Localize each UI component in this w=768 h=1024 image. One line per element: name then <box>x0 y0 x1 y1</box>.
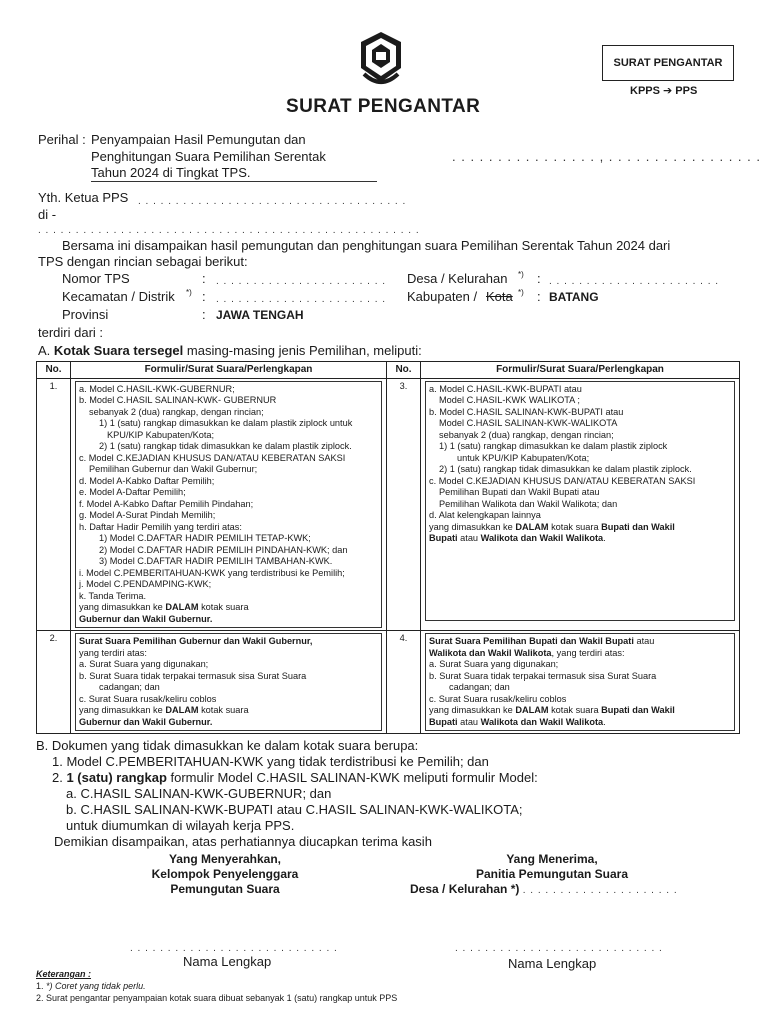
terdiri-label: terdiri dari : <box>38 325 104 340</box>
list-item: Model C.HASIL-KWK WALIKOTA ; <box>439 395 580 405</box>
text: Pemungutan Suara <box>170 882 280 896</box>
table-cell <box>71 378 387 631</box>
text: yang dimasukkan ke <box>429 521 513 532</box>
sup-mark: *) <box>186 288 192 297</box>
section-a-prefix: A. <box>38 343 51 358</box>
list-item: d. Model A-Kabko Daftar Pemilih; <box>79 475 215 486</box>
list-item: b. Surat Suara tidak terpakai termasuk sisa Surat Suara <box>429 670 657 681</box>
text: Bupati dan Wakil <box>601 705 675 715</box>
section-b-note: untuk diumumkan di wilayah kerja PPS. <box>66 818 295 833</box>
kota-strike: Kota <box>486 289 513 304</box>
sign-right-desa <box>410 881 678 899</box>
list-item: a. Model C.HASIL-KWK-BUPATI atau <box>429 383 582 394</box>
text: Bupati <box>429 716 458 727</box>
sign-left-block <box>140 852 310 897</box>
list-item: 1) 1 (satu) rangkap dimasukkan ke dalam plastik ziplock <box>439 441 668 451</box>
desa-label: Desa / Kelurahan <box>407 271 508 286</box>
desa-field[interactable]: . . . . . . . . . . . . . . . . . . . . . . . <box>549 276 720 287</box>
section-a-heading <box>38 342 422 359</box>
table-cell <box>71 631 387 734</box>
text: Panitia Pemungutan Suara <box>475 867 629 881</box>
list-item: cadangan; dan <box>99 682 160 692</box>
cell-box <box>75 633 382 731</box>
table-header-row <box>37 362 740 379</box>
recipient-line2: di - <box>38 207 57 222</box>
text: atau <box>460 716 479 727</box>
section-a-rest: masing-masing jenis Pemilihan, meliputi: <box>186 343 422 358</box>
list-item: 1) Model C.DAFTAR HADIR PEMILIH TETAP-KWK; <box>99 533 311 543</box>
list-item: b. Surat Suara tidak terpakai termasuk sisa Surat Suara <box>79 670 307 681</box>
route-label: KPPS ➔ PPS <box>630 85 698 97</box>
list-item <box>429 522 731 534</box>
list-item <box>79 705 378 717</box>
row-number: 1. <box>37 378 71 631</box>
sup-mark: *) <box>518 270 524 279</box>
cell-box <box>425 633 735 731</box>
list-item: c. Model C.KEJADIAN KHUSUS DAN/ATAU KEBERATAN SAKSI <box>79 452 346 463</box>
text: Yang Menyerahkan, <box>168 852 282 866</box>
section-b-heading: B. Dokumen yang tidak dimasukkan ke dalam kotak suara berupa: <box>36 738 419 753</box>
intro-line1: Bersama ini disampaikan hasil pemungutan dan penghitungan suara Pemilihan Serentak Tahun 2024 dari <box>62 238 671 253</box>
sup-mark: *) <box>518 288 524 297</box>
text: DALAM <box>165 602 199 612</box>
text: yang dimasukkan ke <box>79 705 163 715</box>
list-item: b. Model C.HASIL SALINAN-KWK- GUBERNUR <box>79 395 277 405</box>
colon: : <box>537 289 541 304</box>
text: 1. <box>36 981 44 991</box>
list-item: c. Surat Suara rusak/keliru coblos <box>429 693 567 704</box>
nomor-tps-label: Nomor TPS <box>62 271 130 286</box>
col-form: Formulir/Surat Suara/Perlengkapan <box>71 362 387 379</box>
cell-box <box>425 381 735 621</box>
section-b-item1: 1. Model C.PEMBERITAHUAN-KWK yang tidak terdistribusi ke Pemilih; dan <box>52 754 489 769</box>
list-item: e. Model A-Daftar Pemilih; <box>79 487 186 497</box>
list-item: sebanyak 2 (dua) rangkap, dengan rincian; <box>439 429 614 440</box>
list-item: k. Tanda Terima. <box>79 590 147 601</box>
intro-line2: TPS dengan rincian sebagai berikut: <box>38 254 248 269</box>
row-number: 3. <box>387 378 421 631</box>
list-item: Model C.HASIL SALINAN-KWK-WALIKOTA <box>439 418 618 428</box>
ballot-box-table <box>36 361 740 734</box>
text: kotak suara <box>201 705 249 715</box>
list-item: Gubernur dan Wakil Gubernur. <box>79 613 213 624</box>
table-row <box>37 631 740 734</box>
text: Bupati <box>429 533 458 543</box>
list-item: i. Model C.PEMBERITAHUAN-KWK yang terdistribusi ke Pemilih; <box>79 567 345 578</box>
list-item: sebanyak 2 (dua) rangkap, dengan rincian; <box>89 406 264 417</box>
text: formulir Model C.HASIL SALINAN-KWK meliputi formulir Model: <box>170 770 538 785</box>
sign-left-name: Nama Lengkap <box>183 954 272 969</box>
list-item: 2) 1 (satu) rangkap tidak dimasukkan ke dalam plastik ziplock. <box>99 441 352 451</box>
text: Walikota dan Wakil Walikota <box>480 533 604 543</box>
list-item: f. Model A-Kabko Daftar Pemilih Pindahan; <box>79 498 254 509</box>
table-cell <box>421 631 740 734</box>
text: Surat Suara Pemilihan Bupati dan Wakil Bupati <box>429 636 634 646</box>
recipient-dots1[interactable]: . . . . . . . . . . . . . . . . . . . . . . . . . . . . . . . . . . . . <box>138 196 407 207</box>
list-item <box>429 705 731 717</box>
place-date-field[interactable]: . . . . . . . . . . . . . . . . , . . . . . . . . . . . . . . . . . <box>452 149 761 164</box>
list-item: KPU/KIP Kabupaten/Kota; <box>107 429 215 440</box>
list-item: Pemilihan Gubernur dan Wakil Gubernur; <box>89 464 258 474</box>
list-item: c. Surat Suara rusak/keliru coblos <box>79 693 217 704</box>
col-no: No. <box>387 362 421 379</box>
list-item: a. Surat Suara yang digunakan; <box>429 659 559 669</box>
document-type-box <box>602 45 734 81</box>
text: kotak suara <box>551 521 599 532</box>
kabupaten-label: Kabupaten / <box>407 289 478 304</box>
closing-text: Demikian disampaikan, atas perhatiannya diucapkan terima kasih <box>54 834 432 849</box>
list-item: yang terdiri atas: <box>79 647 147 658</box>
text: kotak suara <box>551 705 599 715</box>
table-cell <box>421 378 740 631</box>
list-item: 2) 1 (satu) rangkap tidak dimasukkan ke dalam plastik ziplock. <box>439 464 692 474</box>
list-item: 2) Model C.DAFTAR HADIR PEMILIH PINDAHAN-KWK; dan <box>99 544 348 555</box>
list-item: Bupati atau Walikota dan Wakil Walikota. <box>429 716 606 727</box>
section-b-item2 <box>52 769 538 786</box>
cell-box <box>75 381 382 629</box>
perihal-line3: Tahun 2024 di Tingkat TPS. <box>91 164 377 182</box>
text: atau <box>460 533 479 543</box>
perihal-line2: Penghitungan Suara Pemilihan Serentak <box>91 149 326 164</box>
section-b-item2a: a. C.HASIL SALINAN-KWK-GUBERNUR; dan <box>66 786 332 801</box>
text: Kelompok Penyelenggara <box>151 867 299 881</box>
text: yang dimasukkan ke <box>429 705 513 715</box>
sign-right-block <box>452 852 652 882</box>
text: DALAM <box>515 705 549 715</box>
list-item: 3) Model C.DAFTAR HADIR PEMILIH TAMBAHAN-KWK. <box>99 556 333 566</box>
list-item <box>79 602 378 614</box>
list-item: h. Daftar Hadir Pemilih yang terdiri atas: <box>79 521 242 532</box>
text: *) Coret yang tidak perlu. <box>46 981 146 991</box>
kabupaten-value: BATANG <box>549 290 599 304</box>
list-item: untuk KPU/KIP Kabupaten/Kota; <box>457 452 590 463</box>
text: DALAM <box>515 521 549 532</box>
section-a-bold: Kotak Suara tersegel <box>53 343 184 358</box>
list-item: a. Surat Suara yang digunakan; <box>79 659 209 669</box>
perihal-label: Perihal : <box>38 132 86 147</box>
kecamatan-label: Kecamatan / Distrik <box>62 289 175 304</box>
text: 1 (satu) rangkap <box>66 770 167 785</box>
text: Desa / Kelurahan *) <box>410 882 520 896</box>
col-no: No. <box>37 362 71 379</box>
sign-right-line[interactable]: . . . . . . . . . . . . . . . . . . . . . . . . . . . . <box>455 943 663 954</box>
list-item: g. Model A-Surat Pindah Memilih; <box>79 510 216 520</box>
list-item: Bupati atau Walikota dan Wakil Walikota. <box>429 533 606 543</box>
recipient-dots2[interactable]: . . . . . . . . . . . . . . . . . . . . . . . . . . . . . . . . . . . . . . . . . . . . . . . . . . . <box>38 225 420 236</box>
provinsi-label: Provinsi <box>62 307 109 322</box>
row-number: 4. <box>387 631 421 734</box>
list-item: j. Model C.PENDAMPING-KWK; <box>79 579 212 589</box>
kecamatan-field[interactable]: . . . . . . . . . . . . . . . . . . . . . . . <box>216 294 387 305</box>
list-item: Surat Suara Pemilihan Gubernur dan Wakil Gubernur, <box>79 636 313 646</box>
list-item: d. Alat kelengkapan lainnya <box>429 510 541 520</box>
document-type-label: SURAT PENGANTAR <box>613 57 723 69</box>
nomor-tps-field[interactable]: . . . . . . . . . . . . . . . . . . . . . . . <box>216 276 387 287</box>
colon: : <box>202 289 206 304</box>
text: yang dimasukkan ke <box>79 602 163 612</box>
list-item: Gubernur dan Wakil Gubernur. <box>79 716 213 727</box>
colon: : <box>202 307 206 322</box>
text: kotak suara <box>201 602 249 612</box>
note-1 <box>36 981 146 992</box>
sign-left-line[interactable]: . . . . . . . . . . . . . . . . . . . . . . . . . . . . <box>130 943 338 954</box>
list-item: b. Model C.HASIL SALINAN-KWK-BUPATI atau <box>429 406 624 417</box>
col-form: Formulir/Surat Suara/Perlengkapan <box>421 362 740 379</box>
list-item: c. Model C.KEJADIAN KHUSUS DAN/ATAU KEBERATAN SAKSI <box>429 475 696 486</box>
text: 2. <box>52 770 63 785</box>
recipient-line1: Yth. Ketua PPS <box>38 190 129 205</box>
text: Yang Menerima, <box>506 852 598 866</box>
list-item: 1) 1 (satu) rangkap dimasukkan ke dalam plastik ziplock untuk <box>99 418 353 428</box>
list-item <box>429 636 731 648</box>
perihal-line1: Penyampaian Hasil Pemungutan dan <box>91 132 306 147</box>
list-item: Pemilihan Bupati dan Wakil Bupati atau <box>439 487 600 497</box>
notes-title: Keterangan : <box>36 969 92 979</box>
list-item <box>429 648 731 660</box>
text: Walikota dan Wakil Walikota <box>429 647 552 658</box>
text: atau <box>636 636 655 646</box>
list-item: Pemilihan Walikota dan Wakil Walikota; dan <box>439 498 618 509</box>
text: Walikota dan Wakil Walikota <box>480 716 604 727</box>
section-b-item2b: b. C.HASIL SALINAN-KWK-BUPATI atau C.HASIL SALINAN-KWK-WALIKOTA; <box>66 802 523 817</box>
provinsi-value: JAWA TENGAH <box>216 308 304 322</box>
page-title: SURAT PENGANTAR <box>286 96 481 117</box>
text: Bupati dan Wakil <box>601 521 675 532</box>
sign-right-name: Nama Lengkap <box>508 956 597 971</box>
text: , yang terdiri atas: <box>551 647 625 658</box>
table-row <box>37 378 740 631</box>
text: DALAM <box>165 705 199 715</box>
desa-sign-field[interactable]: . . . . . . . . . . . . . . . . . . . . . <box>522 885 678 896</box>
kpu-logo <box>356 30 406 90</box>
list-item: a. Model C.HASIL-KWK-GUBERNUR; <box>79 383 235 394</box>
colon: : <box>202 271 206 286</box>
list-item: cadangan; dan <box>449 682 510 692</box>
note-2: 2. Surat pengantar penyampaian kotak suara dibuat sebanyak 1 (satu) rangkap untuk PPS <box>36 993 398 1003</box>
colon: : <box>537 271 541 286</box>
row-number: 2. <box>37 631 71 734</box>
